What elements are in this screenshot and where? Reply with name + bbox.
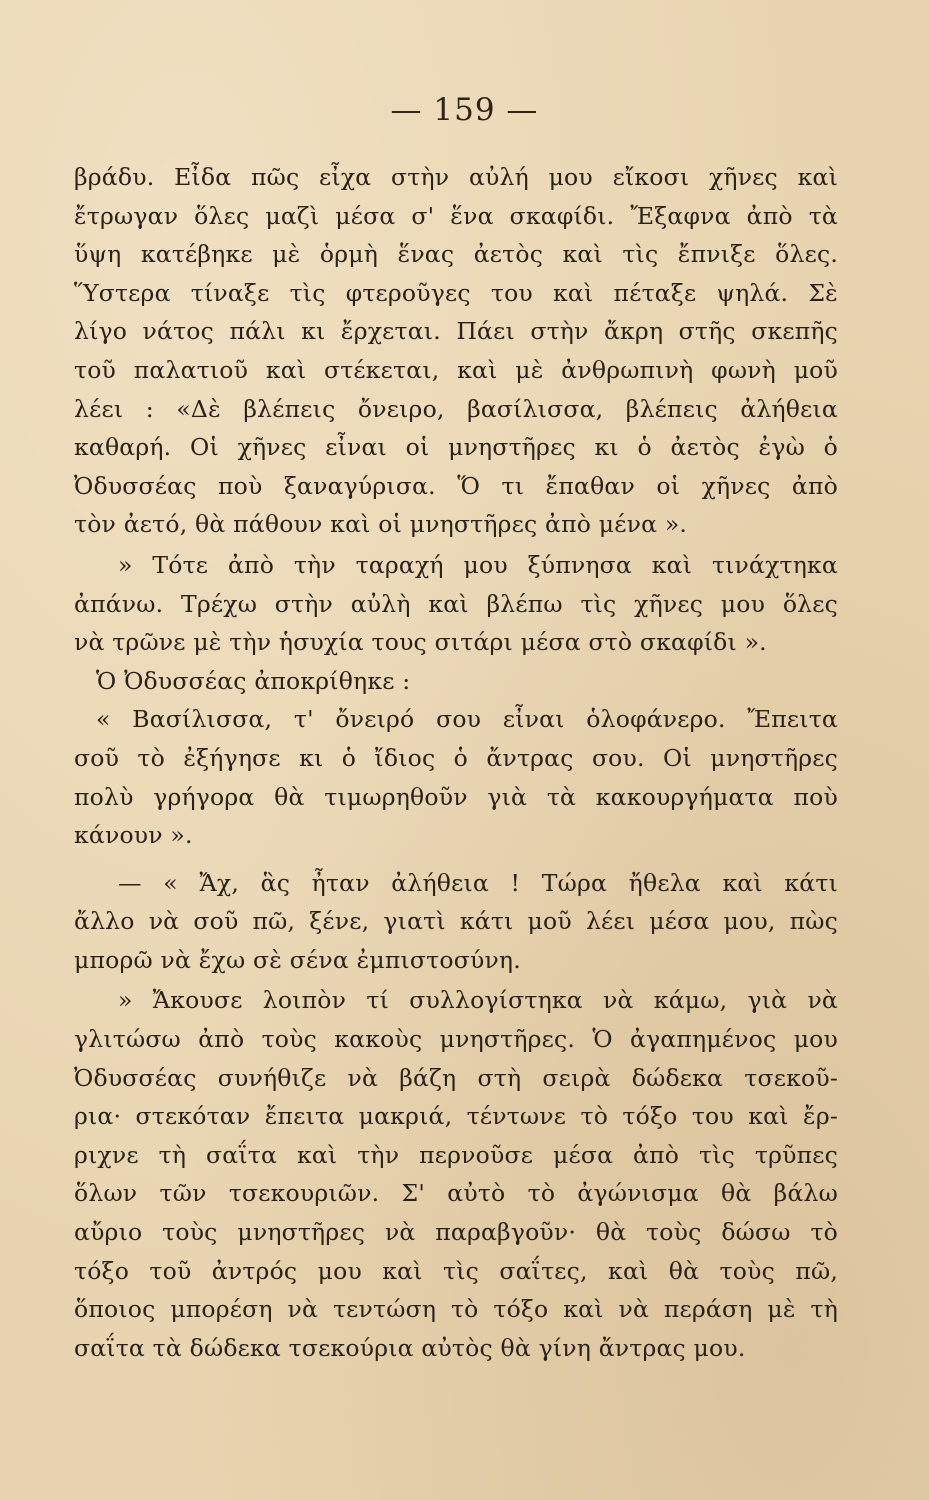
text-line: ἄλλο νὰ σοῦ πῶ, ξένε, γιατὶ κάτι μοῦ λέει μέσα μου, πὼς bbox=[74, 907, 838, 936]
text-line: αὔριο τοὺς μνηστῆρες νὰ παραβγοῦν· θὰ τοὺς δώσω τὸ bbox=[74, 1218, 838, 1247]
paragraph-start-line: » Τότε ἀπὸ τὴν ταραχή μου ξύπνησα καὶ τινάχτηκα bbox=[118, 550, 838, 579]
text-line: βράδυ. Εἶδα πῶς εἶχα στὴν αὐλή μου εἴκοσι χῆνες καὶ bbox=[74, 163, 838, 191]
text-line: ρια· στεκόταν ἔπειτα μακριά, τέντωνε τὸ τόξο του καὶ ἔρ- bbox=[74, 1102, 838, 1131]
text-line: ὅποιος μπορέση νὰ τεντώση τὸ τόξο καὶ νὰ περάση μὲ τὴ bbox=[74, 1295, 838, 1324]
text-line: τοῦ παλατιοῦ καὶ στέκεται, καὶ μὲ ἀνθρωπινὴ φωνὴ μοῦ bbox=[74, 355, 838, 384]
page-number: — 159 — bbox=[390, 92, 539, 128]
text-line: ἀπάνω. Τρέχω στὴν αὐλὴ καὶ βλέπω τὶς χῆνες μου ὅλες bbox=[74, 589, 838, 618]
text-line: Ὀδυσσέας ποὺ ξαναγύρισα. Ὅ τι ἔπαθαν οἱ χῆνες ἀπὸ bbox=[74, 471, 838, 500]
text-line: τὸν ἀετό, θὰ πάθουν καὶ οἱ μνηστῆρες ἀπὸ μένα ». bbox=[74, 510, 688, 539]
text-line: ὕψη κατέβηκε μὲ ὁρμὴ ἕνας ἀετὸς καὶ τὶς ἔπνιξε ὅλες. bbox=[74, 240, 838, 269]
text-line: λίγο νάτος πάλι κι ἔρχεται. Πάει στὴν ἄκρη στῆς σκεπῆς bbox=[74, 317, 838, 346]
text-line: σαΐτα τὰ δώδεκα τσεκούρια αὐτὸς θὰ γίνη ἄντρας μου. bbox=[74, 1333, 746, 1362]
text-line: νὰ τρῶνε μὲ τὴν ἡσυχία τους σιτάρι μέσα στὸ σκαφίδι ». bbox=[74, 628, 767, 657]
text-line: ἔτρωγαν ὅλες μαζὶ μέσα σ' ἕνα σκαφίδι. Ἔξαφνα ἀπὸ τὰ bbox=[74, 201, 838, 230]
paragraph-start-line: » Ἄκουσε λοιπὸν τί συλλογίστηκα νὰ κάμω, γιὰ νὰ bbox=[118, 986, 838, 1015]
text-line: καθαρή. Οἱ χῆνες εἶναι οἱ μνηστῆρες κι ὁ ἀετὸς ἐγὼ ὁ bbox=[74, 433, 838, 462]
text-line: μπορῶ νὰ ἔχω σὲ σένα ἐμπιστοσύνη. bbox=[74, 945, 521, 974]
paragraph-start-line: Ὁ Ὀδυσσέας ἀποκρίθηκε : bbox=[96, 666, 411, 695]
text-line: ὅλων τῶν τσεκουριῶν. Σ' αὐτὸ τὸ ἀγώνισμα θὰ βάλω bbox=[74, 1179, 838, 1208]
text-line: πολὺ γρήγορα θὰ τιμωρηθοῦν γιὰ τὰ κακουργήματα ποὺ bbox=[74, 782, 838, 811]
text-line: λέει : «Δὲ βλέπεις ὄνειρο, βασίλισσα, βλέπεις ἀλήθεια bbox=[74, 394, 838, 423]
text-line: κάνουν ». bbox=[74, 821, 193, 850]
text-line: ριχνε τὴ σαΐτα καὶ τὴν περνοῦσε μέσα ἀπὸ τὶς τρῦπες bbox=[74, 1140, 838, 1169]
body-text bbox=[74, 158, 838, 1367]
paragraph-start-line: « Βασίλισσα, τ' ὄνειρό σου εἶναι ὁλοφάνερο. Ἔπειτα bbox=[96, 705, 838, 734]
text-line: Ὕστερα τίναξε τὶς φτεροῦγες του καὶ πέταξε ψηλά. Σὲ bbox=[74, 278, 838, 307]
paragraph-start-line: — « Ἄχ, ἃς ἦταν ἀλήθεια ! Τώρα ἤθελα καὶ κάτι bbox=[118, 868, 838, 897]
text-line: τόξο τοῦ ἀντρός μου καὶ τὶς σαΐτες, καὶ θὰ τοὺς πῶ, bbox=[74, 1256, 838, 1285]
text-line: Ὀδυσσέας συνήθιζε νὰ βάζη στὴ σειρὰ δώδεκα τσεκοῦ- bbox=[74, 1063, 838, 1092]
text-line: σοῦ τὸ ἐξήγησε κι ὁ ἴδιος ὁ ἄντρας σου. Οἱ μνηστῆρες bbox=[74, 743, 838, 772]
text-line: γλιτώσω ἀπὸ τοὺς κακοὺς μνηστῆρες. Ὁ ἀγαπημένος μου bbox=[74, 1025, 838, 1054]
